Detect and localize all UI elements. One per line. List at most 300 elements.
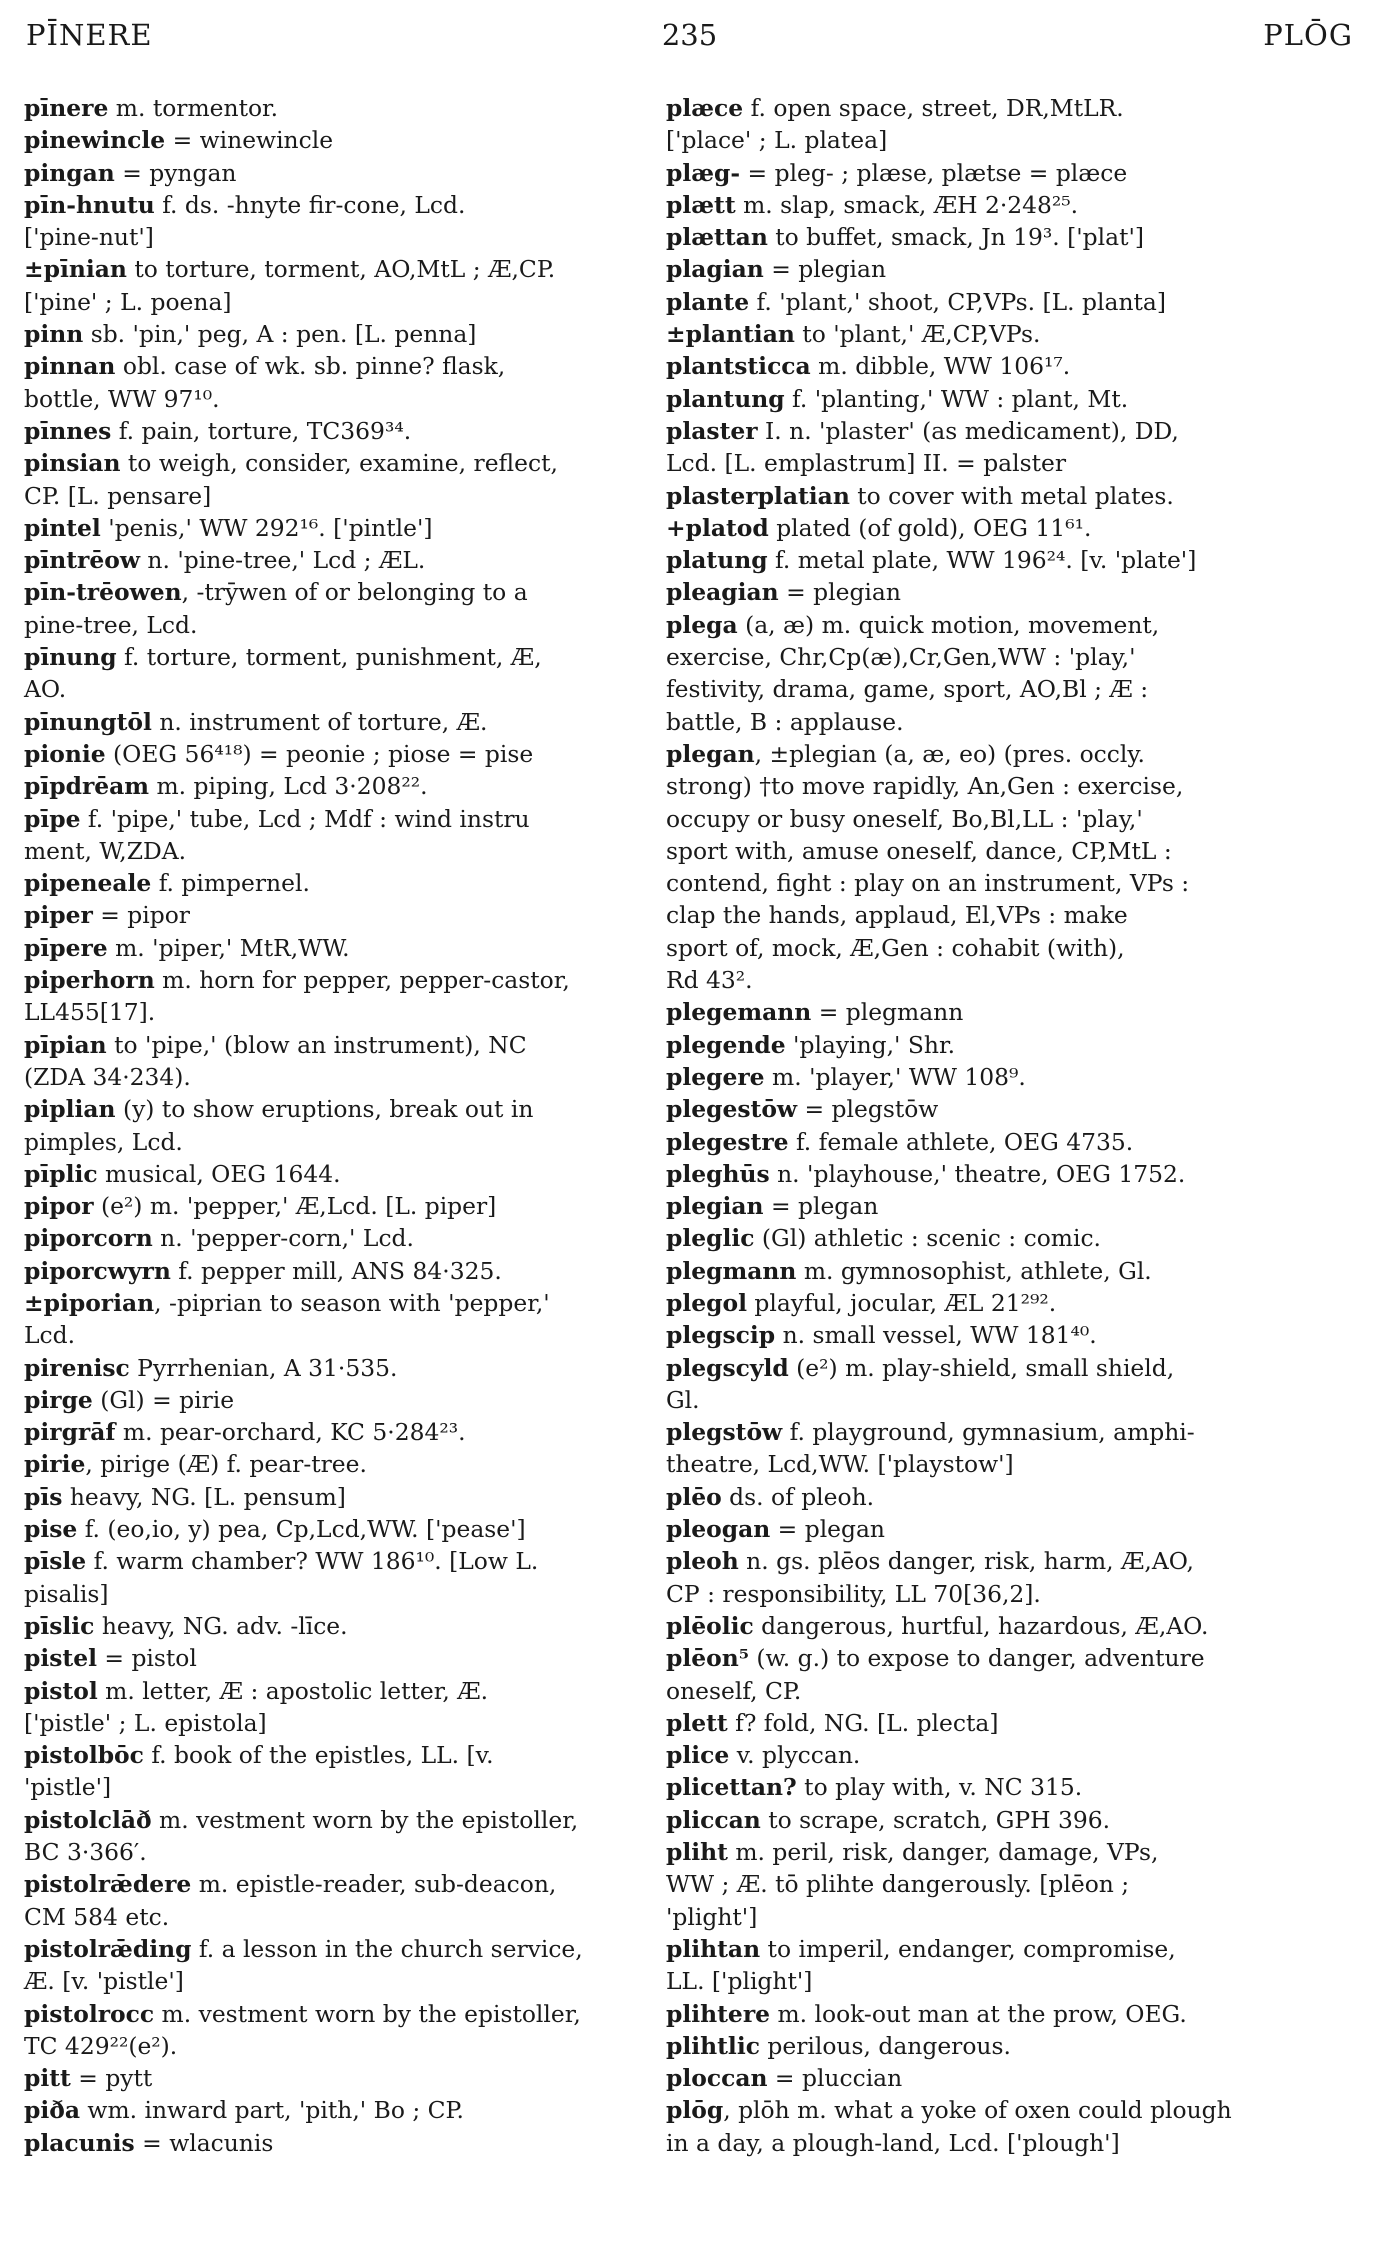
dictionary-entry-line [24,1287,660,1319]
dictionary-entry-line [666,1384,1321,1416]
headword: pinnan [24,352,116,381]
dictionary-entry-line [666,157,1321,189]
dictionary-entry-line [666,1222,1321,1254]
definition-text: m. pear-orchard, KC 5·284²³. [115,1418,466,1447]
headword: plice [666,1741,730,1770]
dictionary-entry-line [24,835,660,867]
dictionary-entry-line [24,1739,660,1771]
headword: pistol [24,1676,98,1705]
headword: pleoh [666,1547,739,1576]
left-column [24,92,660,2159]
headword: plegemann [666,998,812,1027]
definition-text: battle, B : applause. [666,707,904,736]
headword: plegmann [666,1256,797,1285]
dictionary-entry-line [24,1448,660,1480]
dictionary-entry-line [24,2030,660,2062]
dictionary-entry-line [666,544,1321,576]
definition-text: f. (eo,io, y) pea, Cp,Lcd,WW. ['pease'] [77,1515,526,1544]
headword: pinewincle [24,126,166,155]
headword: +platod [666,513,769,542]
definition-text: = pluccian [767,2064,903,2093]
headword: plēon⁵ [666,1644,749,1673]
headword: pistel [24,1644,97,1673]
headword: pīpere [24,933,108,962]
headword: piporcwyrn [24,1256,171,1285]
definition-text: f. ds. -hnyte fir-cone, Lcd. [154,190,466,219]
definition-text: n. 'playhouse,' theatre, OEG 1752. [769,1159,1186,1188]
definition-text: theatre, Lcd,WW. ['playstow'] [666,1450,1014,1479]
dictionary-entry-line [24,2062,660,2094]
page-header [26,18,1353,62]
definition-text: ['pine-nut'] [24,223,154,252]
headword: plagian [666,255,764,284]
headword: plicettan? [666,1773,797,1802]
definition-text: to play with, v. NC 315. [796,1773,1083,1802]
dictionary-entry-line [666,2062,1321,2094]
headword: pistolrǣding [24,1934,192,1963]
dictionary-entry-line [666,1319,1321,1351]
headword: plætt [666,190,736,219]
definition-text: m. dibble, WW 106¹⁷. [810,352,1071,381]
definition-text: , ±plegian (a, æ, eo) (pres. occly. [754,739,1145,768]
definition-text: m. vestment worn by the epistoller, [154,1999,581,2028]
definition-text: f. torture, torment, punishment, Æ, [116,643,542,672]
dictionary-entry-line [666,350,1321,382]
headword: pīnungtōl [24,707,152,736]
dictionary-entry-line [666,189,1321,221]
headword: pīn-hnutu [24,190,155,219]
dictionary-entry-line [24,286,660,318]
headword: piplian [24,1095,116,1124]
dictionary-entry-line [666,1416,1321,1448]
headword: pistolrocc [24,1999,155,2028]
page-number: 235 [661,18,718,52]
dictionary-entry-line [24,867,660,899]
definition-text: sport with, amuse oneself, dance, CP,MtL : [666,836,1172,865]
dictionary-entry-line [666,447,1321,479]
dictionary-entry-line [666,576,1321,608]
headword: pīpian [24,1030,107,1059]
dictionary-entry-line [666,1545,1321,1577]
dictionary-entry-line [666,1771,1321,1803]
headword: plēo [666,1482,722,1511]
definition-text: = pyngan [114,158,237,187]
headword: pirie [24,1450,86,1479]
definition-text: f. 'pipe,' tube, Lcd ; Mdf : wind instru [80,804,530,833]
dictionary-entry-line [24,996,660,1028]
dictionary-entry-line [24,480,660,512]
headword: piporcorn [24,1224,153,1253]
headword: ±piporian [24,1288,155,1317]
definition-text: f. 'plant,' shoot, CP,VPs. [L. planta] [749,287,1166,316]
dictionary-entry-line [666,415,1321,447]
headword: pipor [24,1192,94,1221]
definition-text: Gl. [666,1385,700,1414]
dictionary-entry-line [666,1578,1321,1610]
definition-text: ['place' ; L. platea] [666,126,888,155]
dictionary-entry-line [666,318,1321,350]
definition-text: = plegstōw [797,1095,939,1124]
definition-text: dangerous, hurtful, hazardous, Æ,AO. [753,1611,1209,1640]
dictionary-entry-line [666,383,1321,415]
dictionary-entry-line [24,157,660,189]
headword: pīslic [24,1611,95,1640]
dictionary-entry-line [24,350,660,382]
definition-text: = plegian [763,255,887,284]
dictionary-entry-line [666,996,1321,1028]
definition-text: Rd 43². [666,966,753,995]
headword: plegian [666,1192,764,1221]
definition-text: CP. [L. pensare] [24,481,212,510]
definition-text: f. metal plate, WW 196²⁴. [v. 'plate'] [767,546,1197,575]
headword: plihtan [666,1934,761,1963]
headword: plættan [666,223,768,252]
definition-text: , plōh m. what a yoke of oxen could plough [723,2096,1232,2125]
dictionary-entry-line [24,1933,660,1965]
definition-text: sb. 'pin,' peg, A : pen. [L. penna] [83,320,477,349]
definition-text: obl. case of wk. sb. pinne? flask, [115,352,506,381]
definition-text: LL455[17]. [24,998,156,1027]
headword: pīn-trēowen [24,578,182,607]
dictionary-entry-line [24,1707,660,1739]
dictionary-entry-line [24,1545,660,1577]
dictionary-entry-line [24,1061,660,1093]
definition-text: LL. ['plight'] [666,1967,813,1996]
headword: plegan [666,739,755,768]
definition-text: to torture, torment, AO,MtL ; Æ,CP. [126,255,556,284]
dictionary-entry-line [24,2127,660,2159]
dictionary-entry-line [24,1836,660,1868]
dictionary-entry-line [24,415,660,447]
dictionary-entry-line [24,1029,660,1061]
dictionary-entry-line [666,803,1321,835]
headword: pistolbōc [24,1741,144,1770]
dictionary-entry-line [666,286,1321,318]
dictionary-entry-line [24,673,660,705]
headword: plantung [666,384,785,413]
headword: plega [666,610,738,639]
dictionary-entry-line [666,1126,1321,1158]
dictionary-entry-line [666,1901,1321,1933]
dictionary-entry-line [24,964,660,996]
definition-text: , pirige (Æ) f. pear-tree. [85,1450,367,1479]
definition-text: musical, OEG 1644. [97,1159,341,1188]
dictionary-entry-line [666,221,1321,253]
dictionary-entry-line [24,221,660,253]
dictionary-entry-line [666,1642,1321,1674]
definition-text: occupy or busy oneself, Bo,Bl,LL : 'play,' [666,804,1143,833]
headword: plēolic [666,1611,754,1640]
dictionary-entry-line [24,738,660,770]
headword: ploccan [666,2064,768,2093]
definition-text: m. epistle-reader, sub-deacon, [191,1870,557,1899]
headword: pīpdrēam [24,772,150,801]
dictionary-entry-line [666,1255,1321,1287]
headword: plegende [666,1030,786,1059]
headword: pipeneale [24,869,152,898]
definition-text: (y) to show eruptions, break out in [115,1095,534,1124]
definition-text: n. small vessel, WW 181⁴⁰. [775,1321,1097,1350]
dictionary-entry-line [24,1965,660,1997]
definition-text: ['pine' ; L. poena] [24,287,232,316]
dictionary-entry-line [24,124,660,156]
definition-text: Lcd. [L. emplastrum] II. = palster [666,449,1067,478]
definition-text: f. playground, gymnasium, amphi- [782,1418,1195,1447]
headword: plasterplatian [666,481,850,510]
dictionary-entry-line [666,1093,1321,1125]
dictionary-entry-line [24,1352,660,1384]
definition-text: = pipor [92,901,190,930]
dictionary-entry-line [24,1642,660,1674]
dictionary-entry-line [666,867,1321,899]
definition-text: m. gymnosophist, athlete, Gl. [796,1256,1152,1285]
headword: pirenisc [24,1353,130,1382]
dictionary-entry-line [666,1448,1321,1480]
headword: plegere [666,1062,765,1091]
dictionary-entry-line [24,1481,660,1513]
definition-text: TC 429²²(e²). [24,2031,178,2060]
headword: pīnnes [24,416,112,445]
headword: plante [666,287,750,316]
definition-text: m. slap, smack, ÆH 2·248²⁵. [735,190,1079,219]
headword: pionie [24,739,106,768]
definition-text: to cover with metal plates. [849,481,1174,510]
dictionary-entry-line [666,1513,1321,1545]
headword: plaster [666,416,758,445]
header-right-guideword: PLŌG [1263,18,1353,52]
headword: plæg- [666,158,741,187]
definition-text: f. pepper mill, ANS 84·325. [170,1256,502,1285]
dictionary-entry-line [24,1901,660,1933]
definition-text: = plegan [770,1515,885,1544]
dictionary-entry-line [666,1675,1321,1707]
definition-text: to 'pipe,' (blow an instrument), NC [106,1030,527,1059]
definition-text: f. 'planting,' WW : plant, Mt. [784,384,1129,413]
dictionary-entry-line [666,1061,1321,1093]
definition-text: n. 'pepper-corn,' Lcd. [152,1224,414,1253]
definition-text: pimples, Lcd. [24,1127,183,1156]
definition-text: = plegian [778,578,901,607]
dictionary-entry-line [666,512,1321,544]
header-left-guideword: PĪNERE [26,18,153,52]
dictionary-entry-line [666,1836,1321,1868]
definition-text: in a day, a plough-land, Lcd. ['plough'] [666,2128,1120,2157]
definition-text: AO. [24,675,67,704]
headword: piða [24,2096,80,2125]
definition-text: ['pistle' ; L. epistola] [24,1708,267,1737]
headword: plegestōw [666,1095,798,1124]
definition-text: Æ. [v. 'pistle'] [24,1967,184,1996]
headword: pīntrēow [24,546,140,575]
definition-text: CM 584 etc. [24,1902,170,1931]
headword: plegestre [666,1127,789,1156]
dictionary-entry-line [666,1190,1321,1222]
dictionary-entry-line [24,544,660,576]
headword: pīsle [24,1547,87,1576]
dictionary-entry-line [666,835,1321,867]
dictionary-entry-line [666,1965,1321,1997]
definition-text: WW ; Æ. tō plihte dangerously. [plēon ; [666,1870,1130,1899]
dictionary-entry-line [24,1255,660,1287]
definition-text: , -trȳwen of or belonging to a [181,578,528,607]
dictionary-entry-line [24,2094,660,2126]
definition-text: (e²) m. play-shield, small shield, [788,1353,1175,1382]
headword: plōg [666,2096,724,2125]
headword: pirgrāf [24,1418,116,1447]
definition-text: festivity, drama, game, sport, AO,Bl ; Æ : [666,675,1149,704]
dictionary-entry-line [666,1158,1321,1190]
dictionary-entry-line [666,738,1321,770]
dictionary-entry-line [666,1933,1321,1965]
dictionary-entry-line [24,932,660,964]
dictionary-entry-line [666,673,1321,705]
definition-text: pisalis] [24,1579,109,1608]
headword: pīpe [24,804,81,833]
dictionary-entry-line [666,2030,1321,2062]
definition-text: f. a lesson in the church service, [191,1934,583,1963]
definition-text: m. letter, Æ : apostolic letter, Æ. [97,1676,489,1705]
definition-text: strong) †to move rapidly, An,Gen : exercise, [666,772,1184,801]
definition-text: CP : responsibility, LL 70[36,2]. [666,1579,1041,1608]
dictionary-entry-line [666,1352,1321,1384]
definition-text: heavy, NG. adv. -līce. [94,1611,348,1640]
dictionary-entry-line [666,641,1321,673]
dictionary-entry-line [666,899,1321,931]
definition-text: (OEG 56⁴¹⁸) = peonie ; piose = pise [105,739,534,768]
definition-text: wm. inward part, 'pith,' Bo ; CP. [80,2096,464,2125]
definition-text: m. 'player,' WW 108⁹. [764,1062,1026,1091]
dictionary-entry-line [666,706,1321,738]
dictionary-entry-line [666,770,1321,802]
definition-text: pine-tree, Lcd. [24,610,198,639]
dictionary-entry-line [24,706,660,738]
definition-text: = winewincle [165,126,334,155]
dictionary-entry-line [24,512,660,544]
definition-text: m. tormentor. [108,94,279,122]
headword: placunis [24,2128,135,2157]
dictionary-entry-line [666,1707,1321,1739]
definition-text: = wlacunis [134,2128,274,2157]
definition-text: = pytt [70,2064,153,2093]
dictionary-entry-line [666,480,1321,512]
dictionary-entry-line [24,1126,660,1158]
dictionary-entry-line [24,253,660,285]
dictionary-entry-line [24,1675,660,1707]
definition-text: clap the hands, applaud, El,VPs : make [666,901,1128,930]
dictionary-entry-line [666,932,1321,964]
headword: pingan [24,158,115,187]
definition-text: perilous, dangerous. [759,2031,1011,2060]
dictionary-entry-line [24,1578,660,1610]
headword: plegol [666,1288,747,1317]
definition-text: m. look-out man at the prow, OEG. [770,1999,1187,2028]
headword: pise [24,1515,78,1544]
headword: pleogan [666,1515,771,1544]
dictionary-entry-line [24,576,660,608]
definition-text: plated (of gold), OEG 11⁶¹. [768,513,1092,542]
definition-text: playful, jocular, ÆL 21²⁹². [746,1288,1057,1317]
dictionary-entry-line [24,1610,660,1642]
definition-text: m. piping, Lcd 3·208²². [149,772,428,801]
definition-text: m. peril, risk, danger, damage, VPs, [727,1838,1159,1867]
dictionary-entry-line [24,189,660,221]
right-column [666,92,1321,2159]
dictionary-entry-line [666,1804,1321,1836]
definition-text: to buffet, smack, Jn 19³. ['plat'] [767,223,1145,252]
headword: pliccan [666,1805,761,1834]
dictionary-entry-line [24,1771,660,1803]
definition-text: (ZDA 34·234). [24,1062,191,1091]
dictionary-entry-line [666,609,1321,641]
definition-text: (e²) m. 'pepper,' Æ,Lcd. [L. piper] [93,1192,497,1221]
headword: pīs [24,1482,63,1511]
headword: pitt [24,2064,71,2093]
definition-text: 'playing,' Shr. [785,1030,956,1059]
definition-text: n. instrument of torture, Æ. [151,707,488,736]
definition-text: to scrape, scratch, GPH 396. [760,1805,1111,1834]
definition-text: Pyrrhenian, A 31·535. [129,1353,398,1382]
headword: piperhorn [24,966,155,995]
headword: plihtere [666,1999,771,2028]
headword: plantsticca [666,352,811,381]
definition-text: ment, W,ZDA. [24,836,187,865]
definition-text: ds. of pleoh. [721,1482,875,1511]
definition-text: = plegmann [811,998,964,1027]
dictionary-entry-line [24,318,660,350]
headword: pliht [666,1838,728,1867]
definition-text: = plegan [763,1192,879,1221]
dictionary-entry-line [24,609,660,641]
dictionary-entry-line [24,770,660,802]
definition-text: 'plight'] [666,1902,758,1931]
dictionary-entry-line [24,1513,660,1545]
dictionary-entry-line [666,124,1321,156]
definition-text: (w. g.) to expose to danger, adventure [748,1644,1205,1673]
definition-text: I. n. 'plaster' (as medicament), DD, [757,416,1179,445]
definition-text: f? fold, NG. [L. plecta] [727,1708,999,1737]
definition-text: f. book of the epistles, LL. [v. [143,1741,494,1770]
headword: piper [24,901,93,930]
headword: ±pīnian [24,255,127,284]
dictionary-entry-line [24,1222,660,1254]
headword: pleglic [666,1224,755,1253]
headword: plett [666,1708,728,1737]
definition-text: to 'plant,' Æ,CP,VPs. [794,320,1041,349]
definition-text: f. warm chamber? WW 186¹⁰. [Low L. [86,1547,539,1576]
definition-text: to weigh, consider, examine, reflect, [120,449,558,478]
headword: pīplic [24,1159,98,1188]
headword: pistolrǣdere [24,1870,192,1899]
dictionary-entry-line [666,1610,1321,1642]
definition-text: = pleg- ; plæse, plætse = plæce [740,158,1128,187]
definition-text: to imperil, endanger, compromise, [760,1934,1176,1963]
definition-text: f. open space, street, DR,MtLR. [743,94,1124,122]
headword: plegstōw [666,1418,783,1447]
dictionary-entry-line [666,92,1321,124]
definition-text: exercise, Chr,Cp(æ),Cr,Gen,WW : 'play,' [666,643,1136,672]
headword: pintel [24,513,101,542]
headword: pīnere [24,94,109,122]
definition-text: f. pain, torture, TC369³⁴. [111,416,412,445]
headword: platung [666,546,768,575]
definition-text: v. plyccan. [729,1741,861,1770]
dictionary-entry-line [24,1416,660,1448]
definition-text: f. female athlete, OEG 4735. [788,1127,1134,1156]
headword: plegscyld [666,1353,789,1382]
headword: pleghūs [666,1159,770,1188]
definition-text: , -piprian to season with 'pepper,' [154,1288,550,1317]
definition-text: n. gs. plēos danger, risk, harm, Æ,AO, [738,1547,1194,1576]
